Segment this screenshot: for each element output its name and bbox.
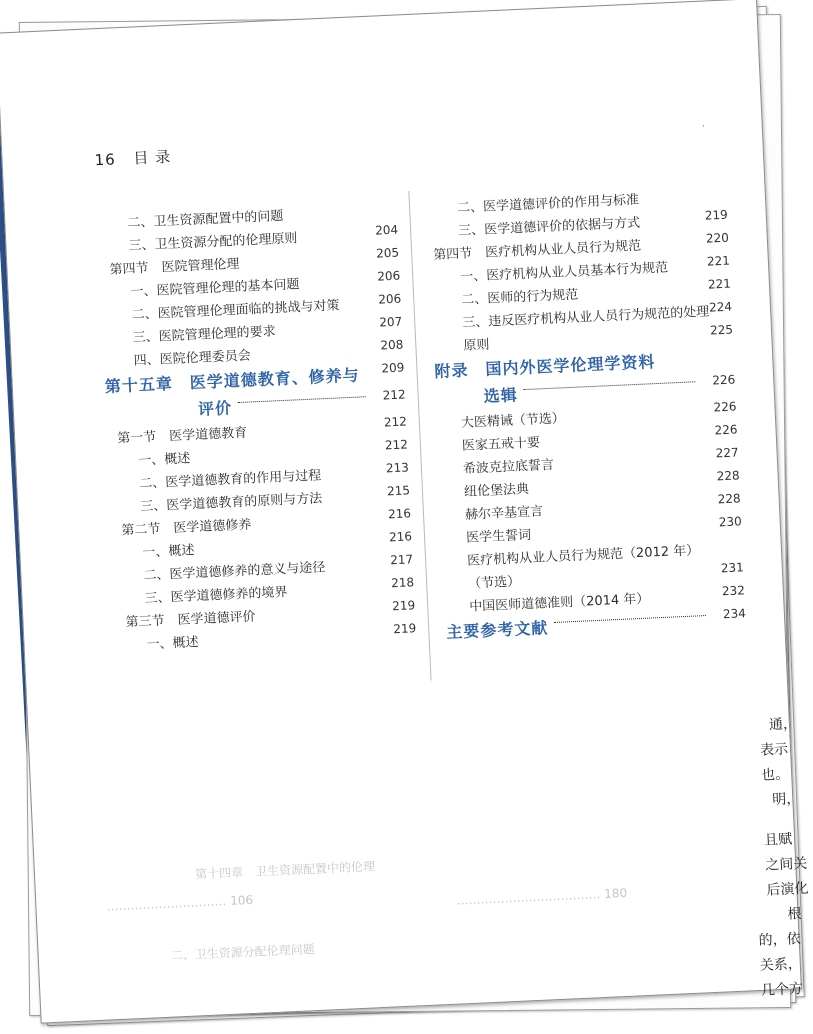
- toc-page-number: 205: [375, 245, 400, 261]
- toc-entry-title: 一、医院管理伦理的基本问题: [130, 277, 300, 300]
- toc-entry-title: 第三节 医学道德评价: [125, 609, 256, 631]
- toc-entry-title: 中国医师道德准则（2014 年）: [468, 591, 650, 615]
- dot-leader: [238, 396, 366, 403]
- dot-leader: [554, 615, 706, 623]
- adjacent-page-fragment: 通，: [768, 716, 798, 734]
- toc-entry-title: 一、概述: [137, 451, 191, 469]
- toc-page-number: 218: [390, 575, 415, 591]
- toc-page-number: 207: [379, 314, 403, 330]
- toc-page-number: 206: [378, 291, 402, 307]
- toc-entry-title: （节选）: [467, 574, 521, 592]
- toc-page-number: 226: [714, 422, 738, 438]
- toc-entry-title: 三、医院管理伦理的要求: [132, 324, 276, 346]
- toc-page-number: 204: [374, 222, 399, 238]
- toc-entry-title: 原则: [463, 337, 490, 354]
- adjacent-page-fragment: 关系，: [759, 956, 803, 974]
- dot-leader: [523, 381, 695, 390]
- toc-entry-title: 第四节 医疗机构从业人员行为规范: [432, 238, 642, 264]
- toc-entry-title: 四、医院伦理委员会: [133, 348, 252, 369]
- toc-entry-title: 附录 国内外医学伦理学资料: [434, 352, 656, 382]
- toc-entry-title: 一、医疗机构从业人员基本行为规范: [459, 260, 669, 285]
- toc-page-number: 220: [705, 230, 730, 246]
- toc-entry-title: 选辑: [483, 385, 519, 406]
- adjacent-page-fragment: 也。: [760, 766, 790, 784]
- toc-entry-title: 第四节 医院管理伦理: [109, 256, 240, 278]
- toc-page-number: 221: [706, 253, 731, 269]
- page-header: [94, 146, 172, 170]
- toc-page-number: 232: [721, 583, 746, 599]
- page-title: 目 录: [133, 147, 172, 168]
- toc-entry-title: 三、违反医疗机构从业人员行为规范的处理: [462, 304, 710, 331]
- toc-right-column: [427, 183, 747, 645]
- toc-entry-title: 二、卫生资源配置中的问题: [127, 208, 284, 231]
- toc-page-number: 230: [718, 514, 742, 530]
- adjacent-page-fragment: 表示: [759, 741, 789, 759]
- toc-entry-title: 希波克拉底誓言: [462, 457, 555, 477]
- toc-page-number: 227: [715, 445, 739, 461]
- toc-entry-title: 医学生誓词: [465, 527, 532, 546]
- toc-entry-title: 二、医师的行为规范: [461, 287, 579, 308]
- toc-entry-title: 三、卫生资源分配的伦理原则: [128, 231, 298, 254]
- toc-page-number: 221: [707, 276, 732, 292]
- toc-page-number: 231: [720, 560, 745, 576]
- toc-entry-title: 纽伦堡法典: [463, 481, 530, 500]
- toc-entry-title: 二、医学道德评价的作用与标准: [456, 192, 640, 216]
- toc-page-number: 212: [383, 414, 408, 430]
- toc-page-number: 226: [712, 372, 736, 388]
- toc-page-number: 219: [391, 598, 416, 614]
- bleed-through-text: ……………………………… 180: [456, 885, 628, 908]
- toc-page-number: 219: [392, 621, 417, 637]
- toc-entry-title: 第十五章 医学道德教育、修养与: [104, 365, 361, 397]
- adjacent-page-fragment: 明，: [771, 790, 801, 809]
- adjacent-page-fragment: 后演化: [766, 880, 809, 899]
- toc-entry-title: 主要参考文献: [445, 618, 549, 642]
- bleed-through-text: ………………………… 106: [106, 892, 254, 914]
- toc-entry-title: 大医精诫（节选）: [460, 411, 566, 431]
- bleed-through-text: 第十四章 卫生资源配置中的伦理: [194, 859, 376, 882]
- bleed-through-text: 二、卫生资源分配伦理问题: [158, 942, 315, 964]
- toc-page-number: 234: [722, 606, 747, 622]
- toc-page-number: 215: [386, 483, 411, 499]
- toc-page-number: 224: [708, 299, 733, 315]
- toc-entry-title: 三、医学道德教育的原则与方法: [140, 491, 323, 515]
- adjacent-page-fragment: 的，依: [758, 931, 802, 949]
- toc-page-number: 228: [717, 491, 741, 507]
- toc-page-number: 209: [381, 360, 405, 376]
- toc-left-column: [97, 198, 417, 656]
- toc-entry-title: 三、医学道德评价的依据与方式: [457, 215, 641, 239]
- toc-entry-title: 第二节 医学道德修养: [121, 517, 252, 539]
- toc-page-number: 208: [380, 337, 404, 353]
- adjacent-page-fragment: 根: [787, 906, 802, 923]
- toc-entry-title: 二、医院管理伦理面临的挑战与对策: [131, 298, 340, 323]
- toc-page-number: 206: [376, 268, 401, 284]
- toc-entry-title: 二、医学道德修养的意义与途径: [143, 560, 326, 584]
- toc-page-number: 212: [382, 387, 406, 403]
- toc-page-number: 213: [385, 460, 410, 476]
- toc-entry-title: 赫尔辛基宣言: [464, 504, 544, 523]
- toc-entry-title: 第一节 医学道德教育: [116, 425, 248, 447]
- page-number: 16: [94, 150, 117, 170]
- toc-entry-title: 医疗机构从业人员行为规范（2012 年）: [466, 543, 700, 569]
- toc-page-number: 216: [388, 529, 413, 545]
- toc-page-number: 216: [387, 506, 412, 522]
- toc-entry-title: 评价: [197, 398, 233, 419]
- toc-entry-title: 二、医学道德教育的作用与过程: [139, 468, 322, 492]
- toc-entry-title: 医家五戒十要: [461, 435, 541, 454]
- toc-page-number: 225: [709, 322, 734, 338]
- adjacent-page-fragment: 且赋: [763, 831, 793, 849]
- adjacent-page-fragment: 几个方: [760, 981, 804, 999]
- toc-page-number: 217: [389, 552, 414, 568]
- toc-entry-title: 三、医学道德修养的境界: [144, 585, 288, 607]
- toc-page-number: 226: [713, 399, 737, 415]
- adjacent-page-fragment: 之间关: [764, 855, 808, 874]
- toc-page-number: 219: [704, 207, 729, 223]
- toc-entry-title: 一、概述: [146, 635, 199, 653]
- corner-mark: ·: [701, 119, 706, 133]
- toc-page-number: 228: [716, 468, 740, 484]
- toc-page-number: 212: [384, 437, 409, 453]
- toc-entry-title: 一、概述: [142, 543, 195, 561]
